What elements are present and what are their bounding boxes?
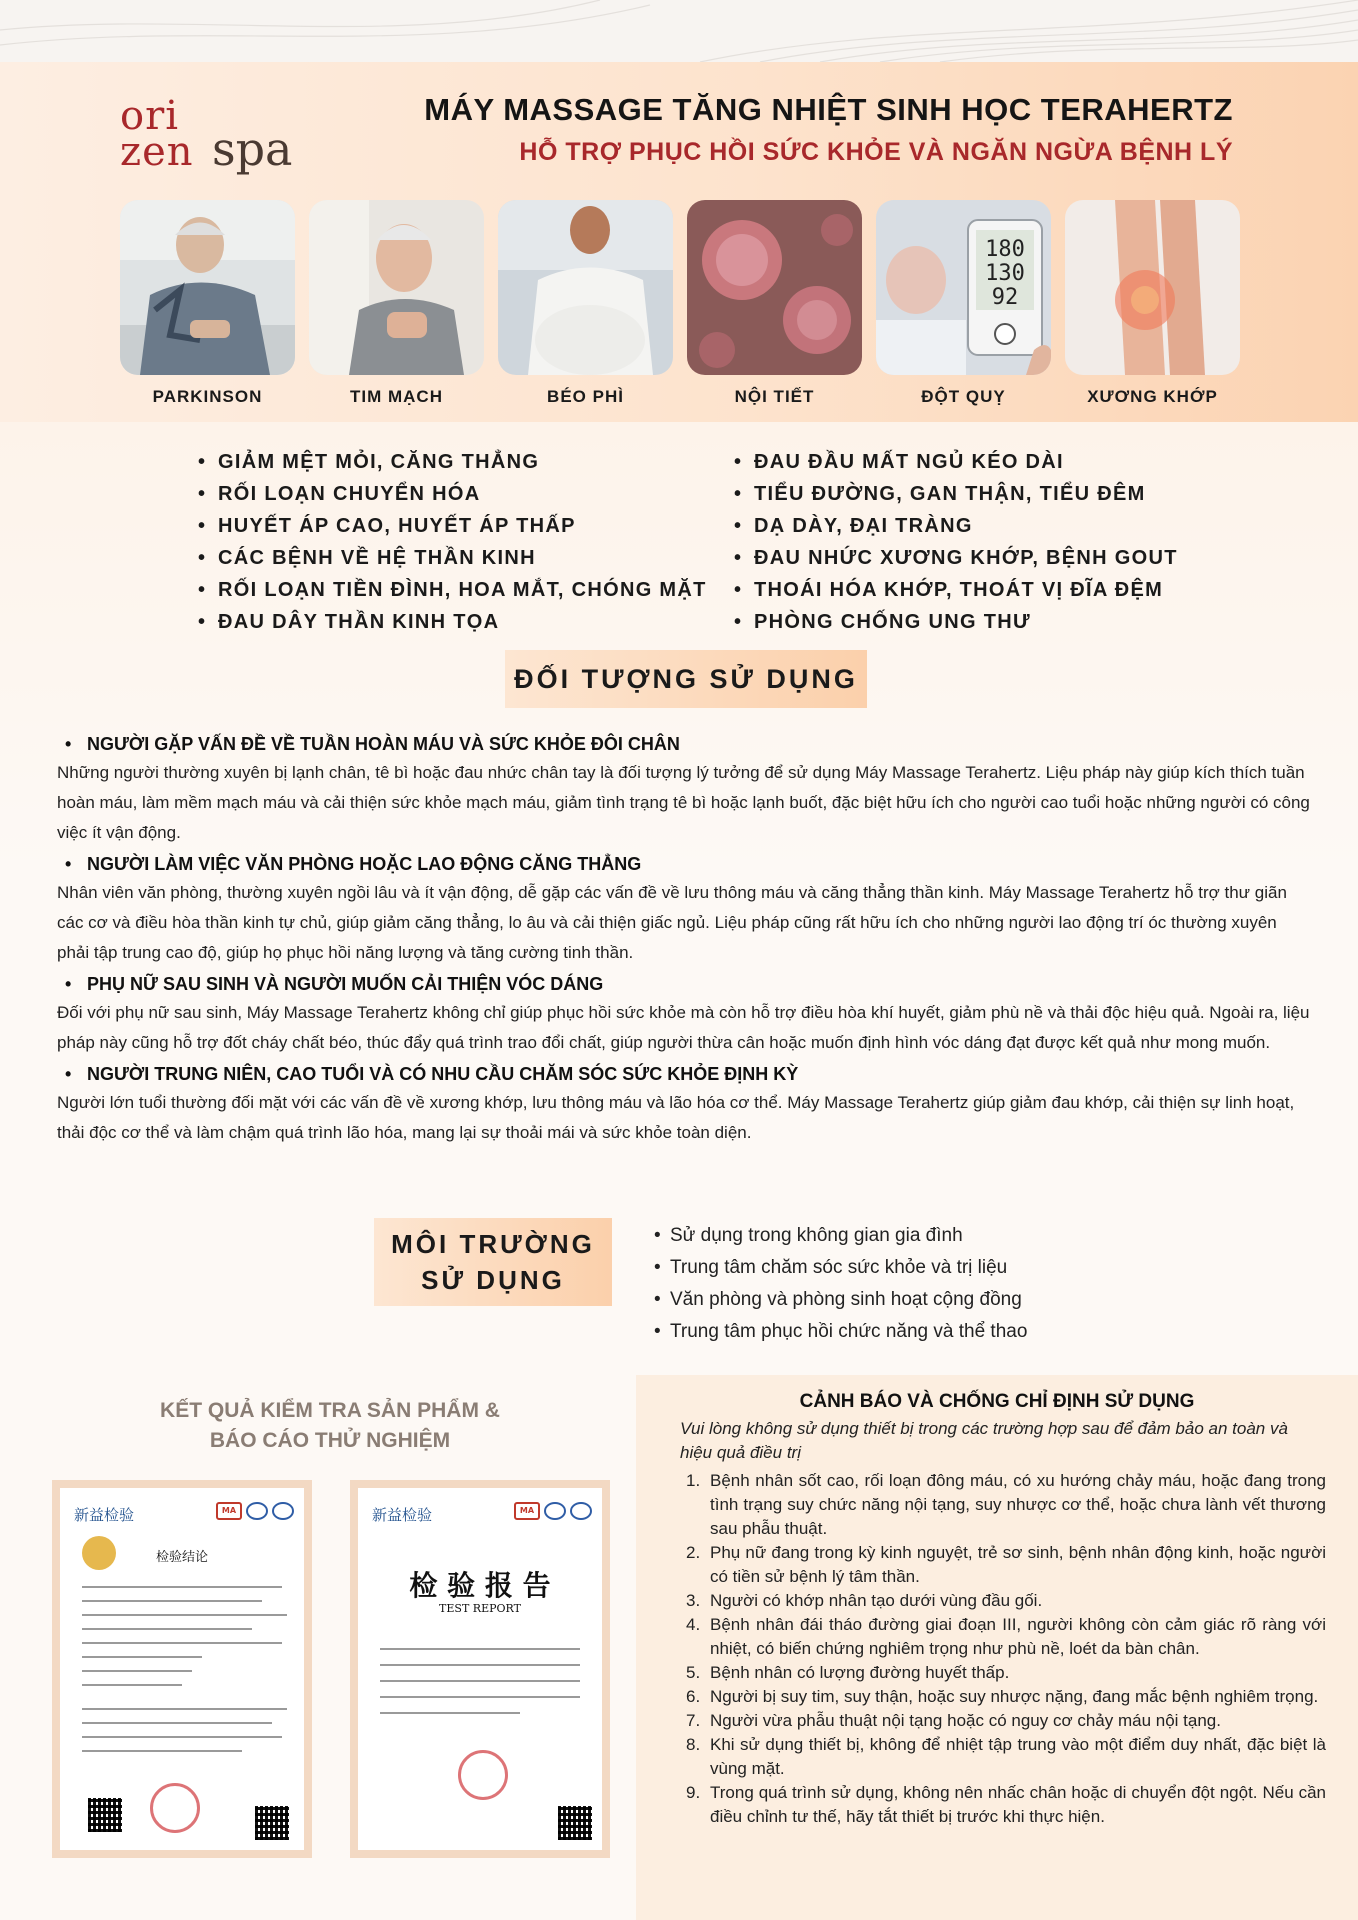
environment-list [652,1220,1027,1348]
top-decoration [0,0,1358,62]
warning-item-text: Trong quá trình sử dụng, không nên nhấc chân hoặc di chuyển đột ngột. Nếu cần điều chỉnh tư thế, hãy tắt thiết bị trước khi thực hiện. [710,1783,1326,1826]
environment-item: • Trung tâm phục hồi chức năng và thể thao [652,1316,1027,1348]
user-group-heading: • NGƯỜI GẶP VẤN ĐỀ VỀ TUẦN HOÀN MÁU VÀ SỨC KHỎE ĐÔI CHÂN [57,730,1312,758]
red-stamp-icon [150,1783,200,1833]
condition-label: NỘI TIẾT [734,387,815,406]
cert-text-line [380,1664,580,1666]
qr-code-icon [88,1798,122,1832]
condition-label: XƯƠNG KHỚP [1087,387,1218,406]
environment-item: • Sử dụng trong không gian gia đình [652,1220,1027,1252]
condition-card-dot-quy [876,200,1051,407]
cert-text-line [82,1750,242,1752]
condition-card-tim-mach [309,200,484,407]
cert-text-line [82,1586,282,1588]
warning-item-number: 1. [686,1471,701,1490]
environment-item: • Trung tâm chăm sóc sức khỏe và trị liệu [652,1252,1027,1284]
test-results-title [120,1396,540,1456]
user-group-heading: • NGƯỜI TRUNG NIÊN, CAO TUỔI VÀ CÓ NHU CẦU CHĂM SÓC SỨC KHỎE ĐỊNH KỲ [57,1060,1312,1088]
condition-label: ĐỘT QUỴ [921,387,1006,406]
benefit-item: • CÁC BỆNH VỀ HỆ THẦN KINH [196,542,707,574]
benefits-list-left [196,446,707,638]
condition-cards [120,200,1240,415]
ma-logo-icon: MA [514,1502,540,1520]
ma-logo-icon: MA [216,1502,242,1520]
cert-text-line [82,1656,202,1658]
joint-pain-photo [1065,200,1240,375]
page-title: MÁY MASSAGE TĂNG NHIỆT SINH HỌC TERAHERTZ [424,92,1233,127]
condition-card-parkinson [120,200,295,407]
user-group-heading: • PHỤ NỮ SAU SINH VÀ NGƯỜI MUỐN CẢI THIỆN VÓC DÁNG [57,970,1312,998]
user-group-text: Nhân viên văn phòng, thường xuyên ngồi lâu và ít vận động, dễ gặp các vấn đề về lưu thông máu và căng thẳng thần kinh. Máy Massage Terahertz hỗ trợ thư giãn các cơ và điều hòa thần kinh tự chủ, giúp giảm căng thẳng, lo âu và cải thiện giấc ngủ. Liệu pháp cũng rất hữu ích cho những người lao động trí óc thường xuyên phải tập trung cao độ, giúp họ phục hồi năng lượng và tăng cường tinh thần. [57,883,1287,962]
condition-label: PARKINSON [152,387,263,406]
condition-label: TIM MẠCH [350,387,443,406]
benefit-item: • ĐAU NHỨC XƯƠNG KHỚP, BỆNH GOUT [732,542,1178,574]
user-group-text: Người lớn tuổi thường đối mặt với các vấn đề về xương khớp, lưu thông máu và lão hóa cơ thể. Máy Massage Terahertz giúp giảm đau khớp, cải thiện sự linh hoạt, thải độc cơ thể và làm chậm quá trình lão hóa, mang lại sự thoải mái và sức khỏe toàn diện. [57,1093,1295,1142]
warning-item [686,1589,1326,1613]
warning-item [686,1613,1326,1661]
cnas-logo-icon [570,1502,592,1520]
benefit-item: • RỐI LOẠN TIỀN ĐÌNH, HOA MẮT, CHÓNG MẶT [196,574,707,606]
warning-item-number: 3. [686,1591,701,1610]
environment-title-line1: MÔI TRƯỜNG [391,1229,595,1259]
warning-title: CẢNH BÁO VÀ CHỐNG CHỈ ĐỊNH SỬ DỤNG [799,1391,1195,1412]
cert-brand: 新益检验 [74,1506,135,1524]
cert-text-line [380,1648,580,1650]
qr-code-icon [255,1806,289,1840]
benefit-item: • HUYẾT ÁP CAO, HUYẾT ÁP THẤP [196,510,707,542]
endocrine-virus-photo [687,200,862,375]
benefit-item: • TIỂU ĐƯỜNG, GAN THẬN, TIỂU ĐÊM [732,478,1178,510]
environment-item: • Văn phòng và phòng sinh hoạt cộng đồng [652,1284,1027,1316]
qr-code-icon [558,1806,592,1840]
cert-text-line [82,1670,192,1672]
warning-item [686,1709,1326,1733]
cert-brand: 新益检验 [372,1506,433,1524]
ilac-logo-icon [246,1502,268,1520]
cert-text-line [82,1722,272,1724]
benefit-item: • DẠ DÀY, ĐẠI TRÀNG [732,510,1178,542]
cert-text-line [82,1600,262,1602]
cnas-logo-icon [272,1502,294,1520]
cert-heading: 检验结论 [155,1550,208,1565]
logo-spa-text: spa [212,122,293,176]
cert-text-line [380,1696,580,1698]
cert-text-line [82,1642,282,1644]
monitor-systolic: 180 [985,237,1025,262]
logo-ori-text: ori [120,93,179,139]
monitor-pulse: 92 [991,285,1019,310]
benefit-item: • RỐI LOẠN CHUYỂN HÓA [196,478,707,510]
cert-text-line [82,1736,282,1738]
users-section [57,730,1312,1150]
page-subtitle: HỖ TRỢ PHỤC HỒI SỨC KHỎE VÀ NGĂN NGỪA BỆNH LÝ [519,138,1233,166]
cert-text-line [380,1712,520,1714]
warning-item [686,1733,1326,1781]
users-section-title: ĐỐI TƯỢNG SỬ DỤNG [505,650,867,708]
cert-accreditation-logos [514,1502,592,1520]
user-group-text: Đối với phụ nữ sau sinh, Máy Massage Terahertz không chỉ giúp phục hồi sức khỏe mà còn hỗ trợ điều hòa khí huyết, giảm phù nề và thải độc hiệu quả. Ngoài ra, liệu pháp này cũng hỗ trợ đốt cháy chất béo, thúc đẩy quá trình trao đổi chất, giúp người thừa cân hoặc muốn định hình vóc dáng đạt được kết quả như mong muốn. [57,1003,1310,1052]
heart-disease-photo [309,200,484,375]
warning-item-text: Phụ nữ đang trong kỳ kinh nguyệt, trẻ sơ sinh, bệnh nhân động kinh, hoặc người có tiền sử bệnh lý tâm thần. [710,1543,1326,1586]
warning-item [686,1541,1326,1589]
warning-item-number: 6. [686,1687,701,1706]
warning-item-text: Người vừa phẫu thuật nội tạng hoặc có nguy cơ chảy máu nội tạng. [710,1711,1221,1730]
warning-item-number: 4. [686,1615,701,1634]
logo-zen-text: zen [120,129,194,175]
warning-item-number: 9. [686,1783,701,1802]
warning-item [686,1661,1326,1685]
monitor-diastolic: 130 [985,261,1025,286]
warning-item-number: 5. [686,1663,701,1682]
test-results-title-line2: BÁO CÁO THỬ NGHIỆM [209,1429,451,1452]
test-results-title-line1: KẾT QUẢ KIỂM TRA SẢN PHẨM & [160,1399,500,1422]
benefit-item: • ĐAU ĐẦU MẤT NGỦ KÉO DÀI [732,446,1178,478]
warning-item-text: Bệnh nhân đái tháo đường giai đoạn III, người không còn cảm giác rõ ràng với nhiệt, có biến chứng nghiêm trọng như phù nề, loét da bàn chân. [710,1615,1326,1658]
cert-text-line [82,1614,287,1616]
warning-item-text: Bệnh nhân có lượng đường huyết thấp. [710,1663,1010,1682]
benefit-item: • THOÁI HÓA KHỚP, THOÁT VỊ ĐĨA ĐỆM [732,574,1178,606]
certificate-conclusion [52,1480,312,1858]
orizen-spa-logo [120,93,300,186]
warning-item [686,1469,1326,1541]
warning-item-text: Người có khớp nhân tạo dưới vùng đầu gối. [710,1591,1043,1610]
warning-item-text: Khi sử dụng thiết bị, không để nhiệt tập trung vào một điểm duy nhất, đặc biệt là vùng mặt. [710,1735,1326,1778]
condition-card-xuong-khop [1065,200,1240,407]
warning-item-number: 8. [686,1735,701,1754]
warning-intro: Vui lòng không sử dụng thiết bị trong các trường hợp sau để đảm bảo an toàn và hiệu quả điều trị [680,1419,1288,1462]
environment-title-line2: SỬ DỤNG [421,1265,565,1295]
red-stamp-icon [458,1750,508,1800]
cert-subheading: TEST REPORT [439,1602,521,1615]
cert-text-line [82,1684,182,1686]
user-group-heading: • NGƯỜI LÀM VIỆC VĂN PHÒNG HOẶC LAO ĐỘNG CĂNG THẲNG [57,850,1312,878]
cert-heading: 检 验 报 告 [409,1569,551,1602]
condition-card-beo-phi [498,200,673,407]
environment-title [374,1218,612,1306]
benefit-item: • ĐAU DÂY THẦN KINH TỌA [196,606,707,638]
warning-item [686,1781,1326,1829]
cert-text-line [82,1708,287,1710]
stroke-blood-pressure-photo [876,200,1051,375]
warning-item-text: Bệnh nhân sốt cao, rối loạn đông máu, có xu hướng chảy máu, hoặc đang trong tình trạng suy chức năng nội tạng, suy nhược cơ thể, hoặc chưa lành vết thương sau phẫu thuật. [710,1471,1326,1538]
condition-card-noi-tiet [687,200,862,407]
warning-item-text: Người bị suy tim, suy thận, hoặc suy nhược nặng, đang mắc bệnh nghiêm trọng. [710,1687,1319,1706]
obesity-photo [498,200,673,375]
cert-text-line [82,1628,252,1630]
warning-item-number: 7. [686,1711,701,1730]
parkinson-photo [120,200,295,375]
benefit-item: • PHÒNG CHỐNG UNG THƯ [732,606,1178,638]
cert-text-line [380,1680,580,1682]
warning-panel [636,1375,1358,1920]
benefit-item: • GIẢM MỆT MỎI, CĂNG THẲNG [196,446,707,478]
warning-item-number: 2. [686,1543,701,1562]
certificate-test-report [350,1480,610,1858]
warning-item [686,1685,1326,1709]
warning-list [686,1469,1326,1829]
user-group-text: Những người thường xuyên bị lạnh chân, tê bì hoặc đau nhức chân tay là đối tượng lý tưởng để sử dụng Máy Massage Terahertz. Liệu pháp này giúp kích thích tuần hoàn máu, làm mềm mạch máu và cải thiện sức khỏe mạch máu, giảm tình trạng tê bì hoặc lạnh buốt, đặc biệt hữu ích cho người cao tuổi hoặc những người có công việc ít vận động. [57,763,1310,842]
benefits-list-right [732,446,1178,638]
condition-label: BÉO PHÌ [547,387,624,406]
cert-accreditation-logos [216,1502,294,1520]
ilac-logo-icon [544,1502,566,1520]
